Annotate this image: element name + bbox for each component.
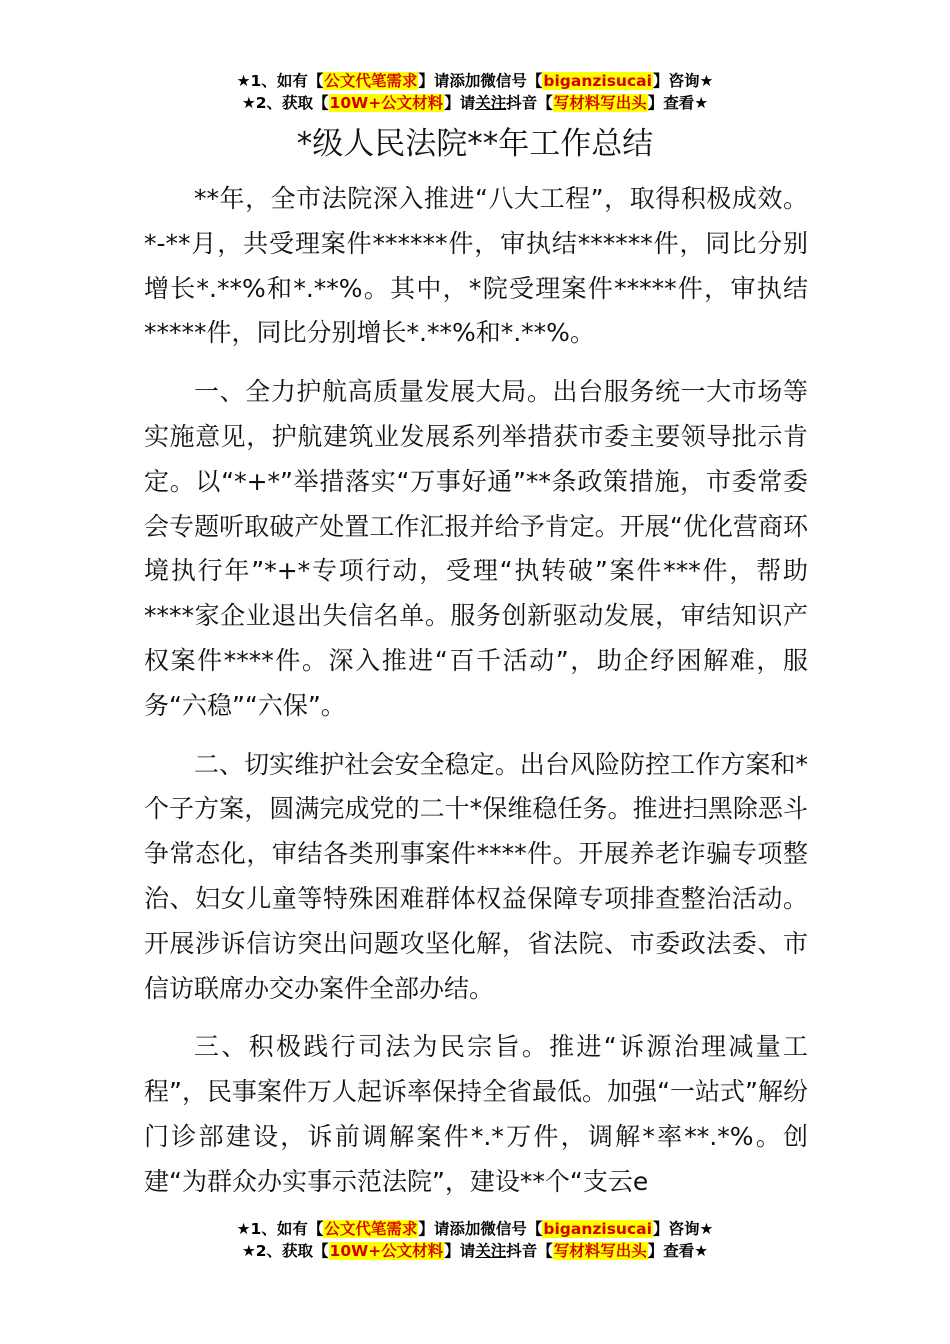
paragraph-section-1: 一、全力护航高质量发展大局。出台服务统一大市场等实施意见，护航建筑业发展系列举措获市委主要领导批示肯定。以“*+*”举措落实“万事好通”**条政策措施，市委常委会专题听取破产处置工作汇报并给予肯定。开展“优化营商环境执行年”*+*专项行动，受理“执转破”案件***件，帮助****家企业退出失信名单。服务创新驱动发展，审结知识产权案件****件。深入推进“百千活动”，助企纾困解难，服务“六稳”“六保”。 (144, 377, 808, 720)
banner-text: ★2、获取【 (241, 1242, 329, 1260)
highlight-materials: 10W+公文材料 (329, 1242, 444, 1260)
banner-text: 】咨询★ (652, 1220, 714, 1238)
highlight-materials: 10W+公文材料 (329, 94, 444, 112)
header-banner (0, 70, 950, 114)
banner-line-1 (0, 70, 950, 92)
banner-text: 】查看★ (647, 94, 709, 112)
banner-line-2 (0, 1240, 950, 1262)
highlight-douyin: 写材料写出头 (553, 1242, 647, 1260)
highlight-ghostwriting: 公文代笔需求 (324, 1220, 418, 1238)
paragraph-section-3: 三、积极践行司法为民宗旨。推进“诉源治理减量工程”，民事案件万人起诉率保持全省最低。加强“一站式”解纷门诊部建设，诉前调解案件*.*万件，调解*率**.*%。创建“为群众办实事示范法院”，建设**个“支云e (144, 1032, 808, 1196)
banner-text: 】请 (444, 94, 476, 112)
banner-line-2 (0, 92, 950, 114)
highlight-wechat-id: biganzisucai (543, 1220, 652, 1238)
highlight-wechat-id: biganzisucai (543, 72, 652, 90)
banner-text: ★2、获取【 (241, 94, 329, 112)
highlight-ghostwriting: 公文代笔需求 (324, 72, 418, 90)
banner-text: ★1、如有【 (236, 72, 324, 90)
banner-text: 抖音【 (506, 94, 553, 112)
document-title: *级人民法院**年工作总结 (296, 126, 654, 162)
banner-text: 】请 (444, 1242, 476, 1260)
banner-text: ★1、如有【 (236, 1220, 324, 1238)
highlight-douyin: 写材料写出头 (553, 94, 647, 112)
banner-line-1 (0, 1218, 950, 1240)
paragraph-intro: **年，全市法院深入推进“八大工程”，取得积极成效。*-**月，共受理案件******件，审执结******件，同比分别增长*.**%和*.**%。其中，*院受理案件*****件，审执结*****件，同比分别增长*.**%和*.**%。 (144, 184, 808, 348)
footer-banner (0, 1218, 950, 1262)
document-body (144, 177, 808, 1219)
banner-text: 抖音【 (506, 1242, 553, 1260)
banner-text: 】咨询★ (652, 72, 714, 90)
banner-follow: 关注 (475, 1242, 507, 1260)
paragraph-section-2: 二、切实维护社会安全稳定。出台风险防控工作方案和*个子方案，圆满完成党的二十*保维稳任务。推进扫黑除恶斗争常态化，审结各类刑事案件****件。开展养老诈骗专项整治、妇女儿童等特殊困难群体权益保障专项排查整治活动。开展涉诉信访突出问题攻坚化解，省法院、市委政法委、市信访联席办交办案件全部办结。 (144, 749, 808, 1003)
banner-text: 】请添加微信号【 (418, 72, 543, 90)
banner-follow: 关注 (475, 94, 507, 112)
banner-text: 】查看★ (647, 1242, 709, 1260)
banner-text: 】请添加微信号【 (418, 1220, 543, 1238)
